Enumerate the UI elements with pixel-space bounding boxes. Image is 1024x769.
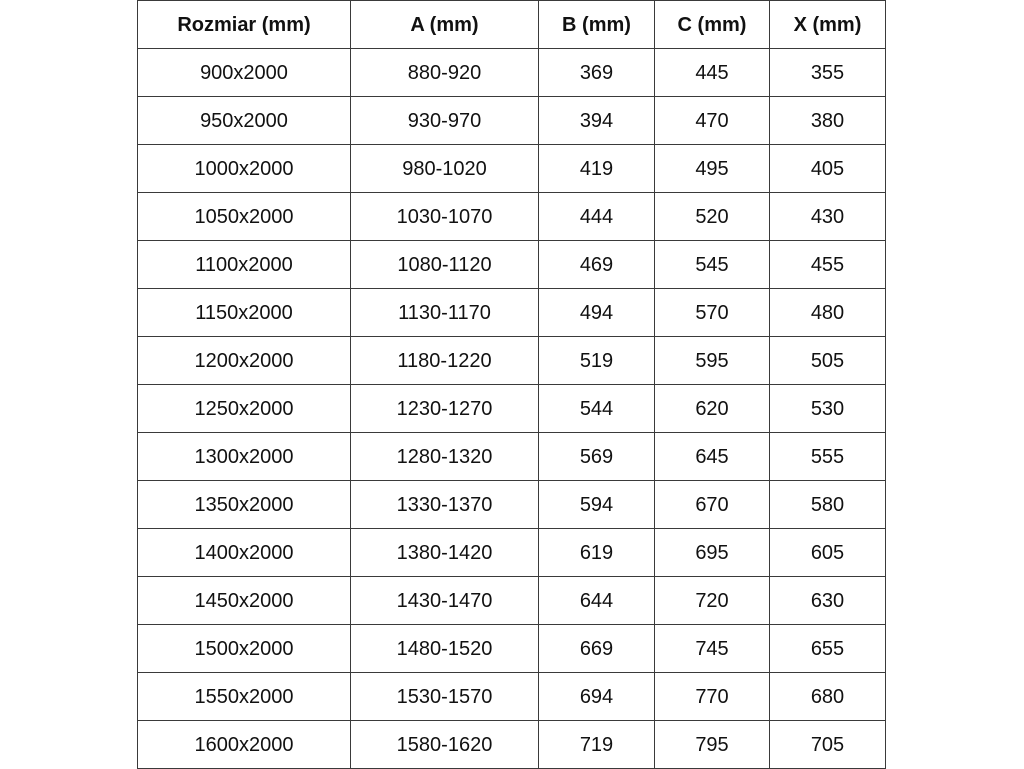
cell-x: 630: [770, 577, 886, 625]
cell-size: 1350x2000: [138, 481, 351, 529]
table-body: [138, 49, 886, 769]
cell-size: 1100x2000: [138, 241, 351, 289]
cell-a: 1480-1520: [351, 625, 539, 673]
cell-size: 1400x2000: [138, 529, 351, 577]
table-row: [138, 625, 886, 673]
cell-b: 394: [539, 97, 655, 145]
cell-x: 405: [770, 145, 886, 193]
cell-a: 980-1020: [351, 145, 539, 193]
cell-c: 470: [655, 97, 770, 145]
table-row: [138, 241, 886, 289]
cell-c: 670: [655, 481, 770, 529]
cell-x: 430: [770, 193, 886, 241]
cell-a: 930-970: [351, 97, 539, 145]
header-x: X (mm): [770, 1, 886, 49]
cell-a: 1280-1320: [351, 433, 539, 481]
cell-b: 694: [539, 673, 655, 721]
cell-x: 705: [770, 721, 886, 769]
cell-x: 480: [770, 289, 886, 337]
cell-a: 880-920: [351, 49, 539, 97]
cell-a: 1430-1470: [351, 577, 539, 625]
table-row: [138, 721, 886, 769]
cell-x: 655: [770, 625, 886, 673]
table-row: [138, 97, 886, 145]
cell-size: 1300x2000: [138, 433, 351, 481]
header-c: C (mm): [655, 1, 770, 49]
header-b: B (mm): [539, 1, 655, 49]
cell-b: 669: [539, 625, 655, 673]
cell-x: 505: [770, 337, 886, 385]
table-row: [138, 673, 886, 721]
cell-x: 605: [770, 529, 886, 577]
cell-b: 519: [539, 337, 655, 385]
cell-x: 455: [770, 241, 886, 289]
cell-b: 719: [539, 721, 655, 769]
cell-a: 1330-1370: [351, 481, 539, 529]
cell-size: 1050x2000: [138, 193, 351, 241]
cell-size: 1000x2000: [138, 145, 351, 193]
header-a: A (mm): [351, 1, 539, 49]
cell-x: 580: [770, 481, 886, 529]
header-size: Rozmiar (mm): [138, 1, 351, 49]
cell-a: 1530-1570: [351, 673, 539, 721]
cell-c: 720: [655, 577, 770, 625]
cell-size: 1200x2000: [138, 337, 351, 385]
dimensions-table: [137, 0, 886, 769]
table-row: [138, 481, 886, 529]
table-row: [138, 145, 886, 193]
cell-x: 530: [770, 385, 886, 433]
table-row: [138, 385, 886, 433]
table-header: [138, 1, 886, 49]
cell-b: 444: [539, 193, 655, 241]
cell-b: 619: [539, 529, 655, 577]
table-row: [138, 289, 886, 337]
cell-x: 680: [770, 673, 886, 721]
cell-x: 555: [770, 433, 886, 481]
cell-b: 494: [539, 289, 655, 337]
cell-a: 1230-1270: [351, 385, 539, 433]
cell-b: 419: [539, 145, 655, 193]
cell-size: 1450x2000: [138, 577, 351, 625]
cell-x: 380: [770, 97, 886, 145]
table-row: [138, 193, 886, 241]
header-row: [138, 1, 886, 49]
table-row: [138, 433, 886, 481]
cell-a: 1030-1070: [351, 193, 539, 241]
table-row: [138, 49, 886, 97]
cell-c: 645: [655, 433, 770, 481]
cell-b: 644: [539, 577, 655, 625]
cell-size: 1600x2000: [138, 721, 351, 769]
cell-a: 1380-1420: [351, 529, 539, 577]
cell-c: 545: [655, 241, 770, 289]
cell-a: 1080-1120: [351, 241, 539, 289]
cell-x: 355: [770, 49, 886, 97]
cell-size: 1500x2000: [138, 625, 351, 673]
cell-size: 950x2000: [138, 97, 351, 145]
cell-size: 1150x2000: [138, 289, 351, 337]
cell-c: 795: [655, 721, 770, 769]
table-row: [138, 529, 886, 577]
cell-b: 369: [539, 49, 655, 97]
cell-c: 620: [655, 385, 770, 433]
cell-b: 569: [539, 433, 655, 481]
cell-a: 1180-1220: [351, 337, 539, 385]
cell-c: 595: [655, 337, 770, 385]
cell-a: 1580-1620: [351, 721, 539, 769]
cell-c: 520: [655, 193, 770, 241]
cell-b: 544: [539, 385, 655, 433]
cell-c: 695: [655, 529, 770, 577]
cell-c: 445: [655, 49, 770, 97]
cell-c: 495: [655, 145, 770, 193]
cell-c: 770: [655, 673, 770, 721]
cell-size: 1250x2000: [138, 385, 351, 433]
cell-c: 570: [655, 289, 770, 337]
cell-size: 900x2000: [138, 49, 351, 97]
table-row: [138, 337, 886, 385]
cell-b: 594: [539, 481, 655, 529]
cell-a: 1130-1170: [351, 289, 539, 337]
cell-b: 469: [539, 241, 655, 289]
table-row: [138, 577, 886, 625]
cell-size: 1550x2000: [138, 673, 351, 721]
cell-c: 745: [655, 625, 770, 673]
